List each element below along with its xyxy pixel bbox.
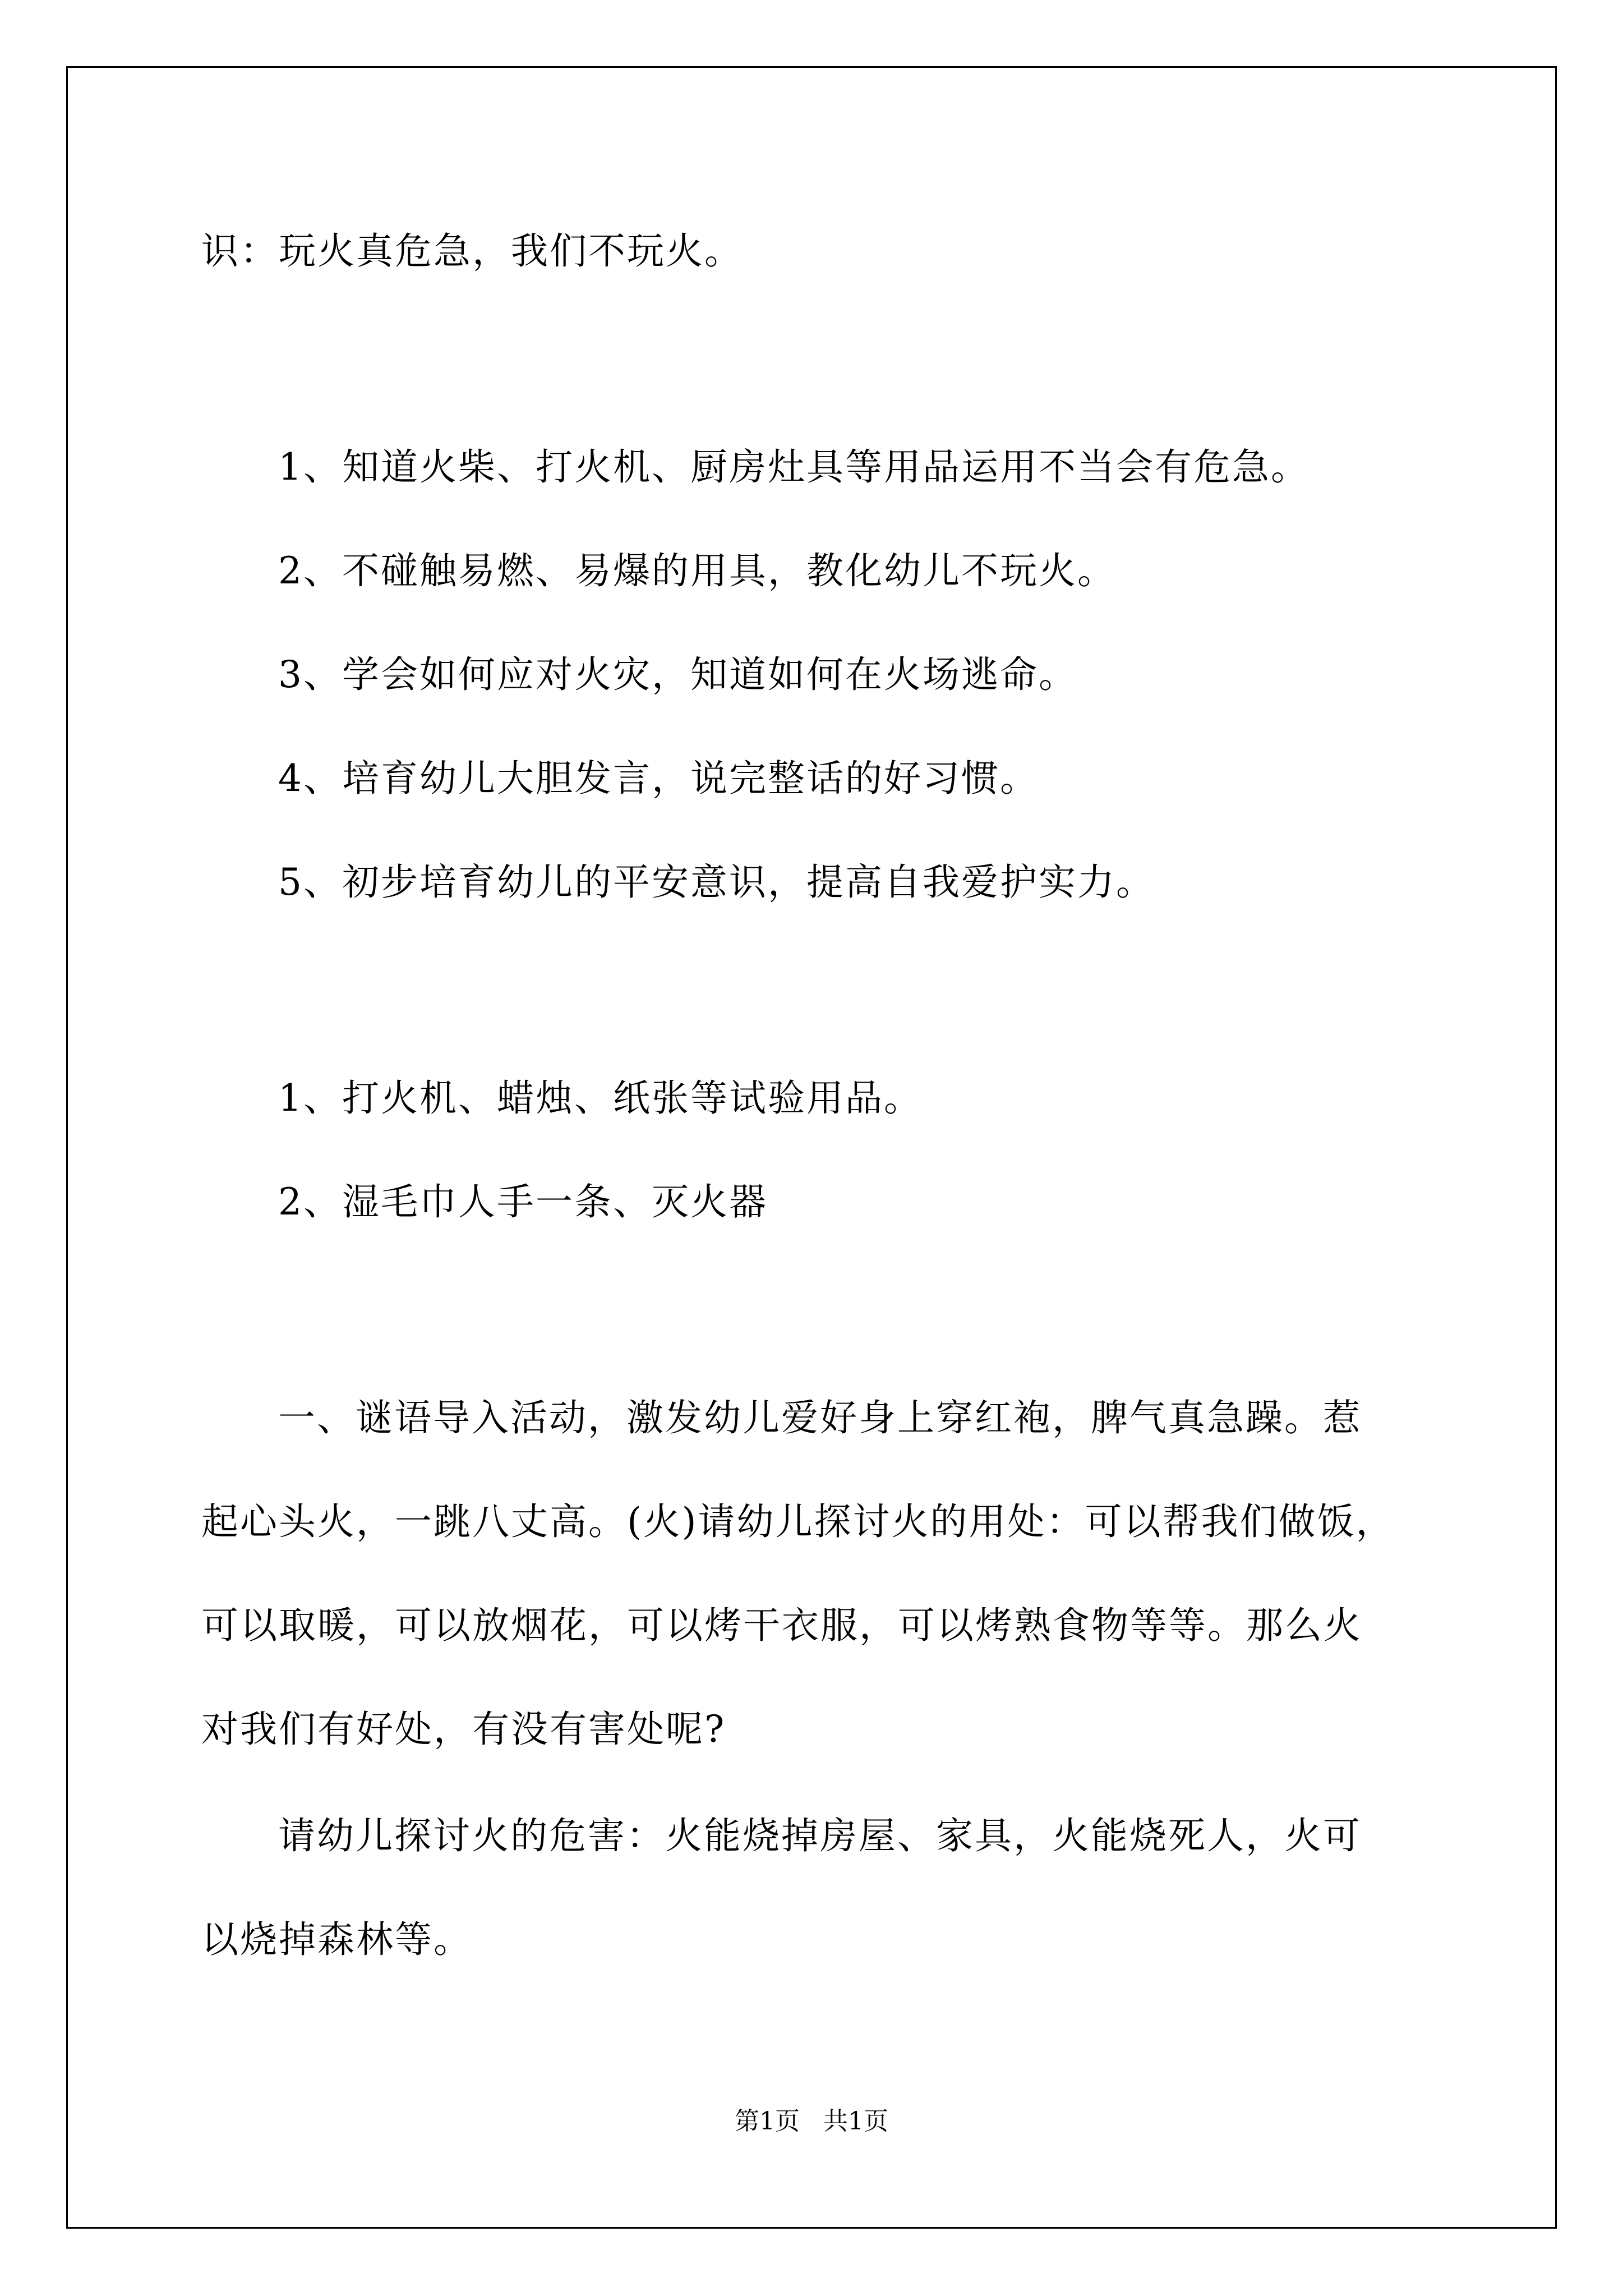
text-line-13: 请幼儿探讨火的危害：火能烧掉房屋、家具，火能烧死人，火可 bbox=[278, 1814, 1362, 1857]
text-line-11: 可以取暖，可以放烟花，可以烤干衣服，可以烤熟食物等等。那么火 bbox=[201, 1604, 1362, 1647]
text-line-14: 以烧掉森林等。 bbox=[201, 1918, 472, 1961]
text-line-2: 1、知道火柴、打火机、厨房灶具等用品运用不当会有危急。 bbox=[278, 445, 1310, 489]
text-line-12: 对我们有好处，有没有害处呢? bbox=[201, 1708, 726, 1751]
text-line-1: 识：玩火真危急，我们不玩火。 bbox=[201, 229, 743, 273]
text-line-8: 2、湿毛巾人手一条、灭火器 bbox=[278, 1180, 768, 1223]
text-line-5: 4、培育幼儿大胆发言，说完整话的好习惯。 bbox=[278, 757, 1039, 800]
text-line-6: 5、初步培育幼儿的平安意识，提高自我爱护实力。 bbox=[278, 861, 1155, 904]
text-line-7: 1、打火机、蜡烛、纸张等试验用品。 bbox=[278, 1076, 923, 1120]
page-number-footer: 第1页 共1页 bbox=[735, 2107, 888, 2136]
text-line-9: 一、谜语导入活动，激发幼儿爱好身上穿红袍，脾气真急躁。惹 bbox=[278, 1396, 1362, 1439]
text-line-3: 2、不碰触易燃、易爆的用具，教化幼儿不玩火。 bbox=[278, 549, 1116, 592]
page-border bbox=[66, 66, 1557, 2229]
text-line-10: 起心头火，一跳八丈高。(火)请幼儿探讨火的用处：可以帮我们做饭， bbox=[201, 1500, 1395, 1543]
text-line-4: 3、学会如何应对火灾，知道如何在火场逃命。 bbox=[278, 653, 1077, 696]
